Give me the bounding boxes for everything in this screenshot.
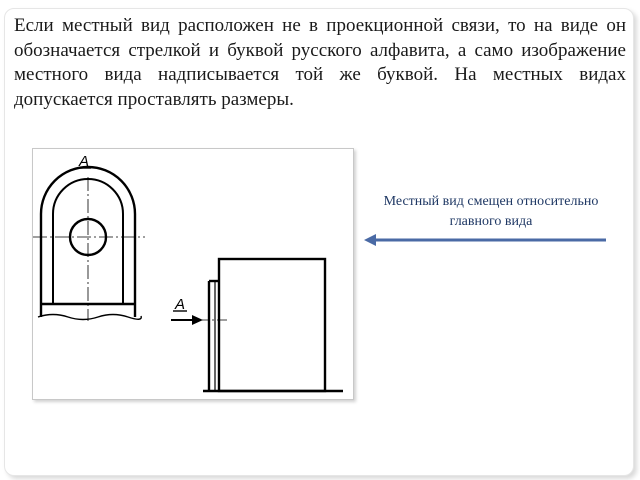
main-view-body — [219, 259, 325, 391]
technical-drawing — [33, 149, 353, 399]
body-text: Если местный вид расположен не в проекционной связи, то на виде он обозначается стрелкой и буквой русского алфавита, а само изображение местного вида надписывается той же буквой. На местных видах допускается проставлять размеры. — [14, 15, 626, 110]
local-view-label: А — [79, 153, 90, 170]
callout-text: Местный вид смещен относительно главного вида — [383, 194, 599, 229]
direction-arrow-label: А — [175, 296, 186, 313]
break-line — [38, 315, 141, 320]
left-arrow-head — [364, 234, 376, 246]
lug-inner-outline — [53, 179, 123, 304]
drawing-figure — [32, 148, 354, 400]
left-arrow-icon — [362, 232, 610, 248]
